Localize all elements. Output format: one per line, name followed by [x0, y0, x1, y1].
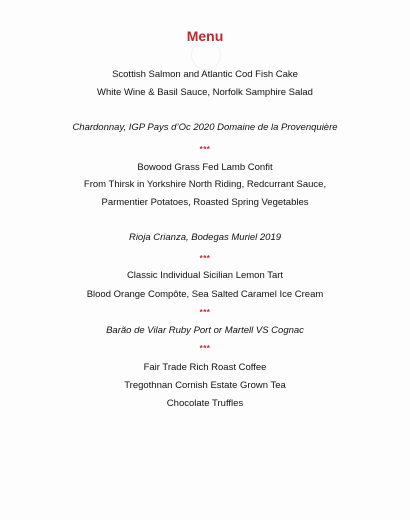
main-line-1: Bowood Grass Fed Lamb Confit — [137, 162, 273, 173]
starter-wine: Chardonnay, IGP Pays d’Oc 2020 Domaine de la Provenquière — [72, 122, 338, 133]
separator-3: *** — [199, 308, 211, 317]
menu-title: Menu — [186, 28, 224, 44]
separator-1: *** — [199, 145, 211, 154]
separator-4: *** — [199, 344, 211, 353]
main-wine: Rioja Crianza, Bodegas Muriel 2019 — [128, 232, 282, 243]
starter-line-1: Scottish Salmon and Atlantic Cod Fish Cake — [112, 69, 298, 80]
dessert-line-2: Blood Orange Compôte, Sea Salted Caramel Ice Cream — [86, 289, 324, 300]
starter-line-2: White Wine & Basil Sauce, Norfolk Samphire Salad — [97, 87, 313, 98]
coffee-line-2: Tregothnan Cornish Estate Grown Tea — [124, 380, 286, 391]
dessert-wine: Barão de Vilar Ruby Port or Martell VS Cognac — [106, 325, 304, 336]
coffee-line-3: Chocolate Truffles — [166, 398, 244, 409]
dessert-line-1: Classic Individual Sicilian Lemon Tart — [126, 270, 284, 281]
main-line-3: Parmentier Potatoes, Roasted Spring Vegetables — [101, 197, 309, 208]
main-line-2: From Thirsk in Yorkshire North Riding, Redcurrant Sauce, — [83, 179, 327, 190]
coffee-line-1: Fair Trade Rich Roast Coffee — [143, 362, 267, 373]
separator-2: *** — [199, 254, 211, 263]
crest-watermark-icon — [191, 40, 221, 70]
